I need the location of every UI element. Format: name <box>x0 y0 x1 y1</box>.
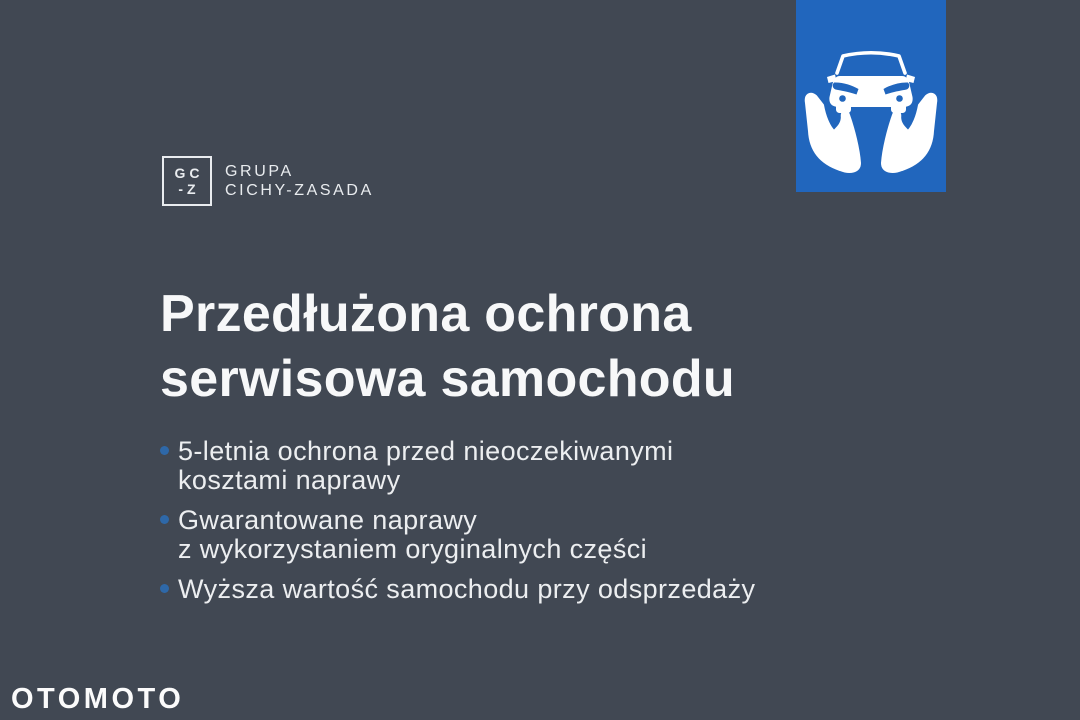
page-title-line2: serwisowa samochodu <box>160 350 735 408</box>
hands-holding-car-icon <box>796 0 946 192</box>
brand-logo <box>162 156 374 206</box>
bullet-dot <box>160 515 169 524</box>
bullet-3-line-1: Wyższa wartość samochodu przy odsprzedaży <box>178 574 756 604</box>
bullet-1-line-2: kosztami naprawy <box>178 465 401 495</box>
brand-name <box>225 162 374 200</box>
hero-icon-panel <box>796 0 946 192</box>
brand-mark-line2: -Z <box>178 181 200 197</box>
list-item <box>160 506 755 564</box>
bullet-text <box>178 506 647 564</box>
bullet-dot <box>160 446 169 455</box>
brand-mark-line1: GC <box>174 165 204 181</box>
bullet-text <box>178 575 755 604</box>
brand-name-line1: GRUPA <box>225 163 294 180</box>
bullet-text <box>178 437 673 495</box>
bullet-dot <box>160 584 169 593</box>
otomoto-logo: OTOMOTO <box>11 683 185 715</box>
bullet-1-line-1: 5-letnia ochrona przed nieoczekiwanymi <box>178 436 674 466</box>
bullet-2-line-2: z wykorzystaniem oryginalnych części <box>178 534 648 564</box>
list-item <box>160 437 755 495</box>
gcz-logo-mark <box>162 156 212 206</box>
page-title-line1: Przedłużona ochrona <box>160 285 692 343</box>
page-title <box>160 282 735 412</box>
bullet-list <box>160 437 755 615</box>
list-item <box>160 575 755 604</box>
brand-name-line2: CICHY-ZASADA <box>225 182 374 199</box>
bullet-2-line-1: Gwarantowane naprawy <box>178 505 478 535</box>
